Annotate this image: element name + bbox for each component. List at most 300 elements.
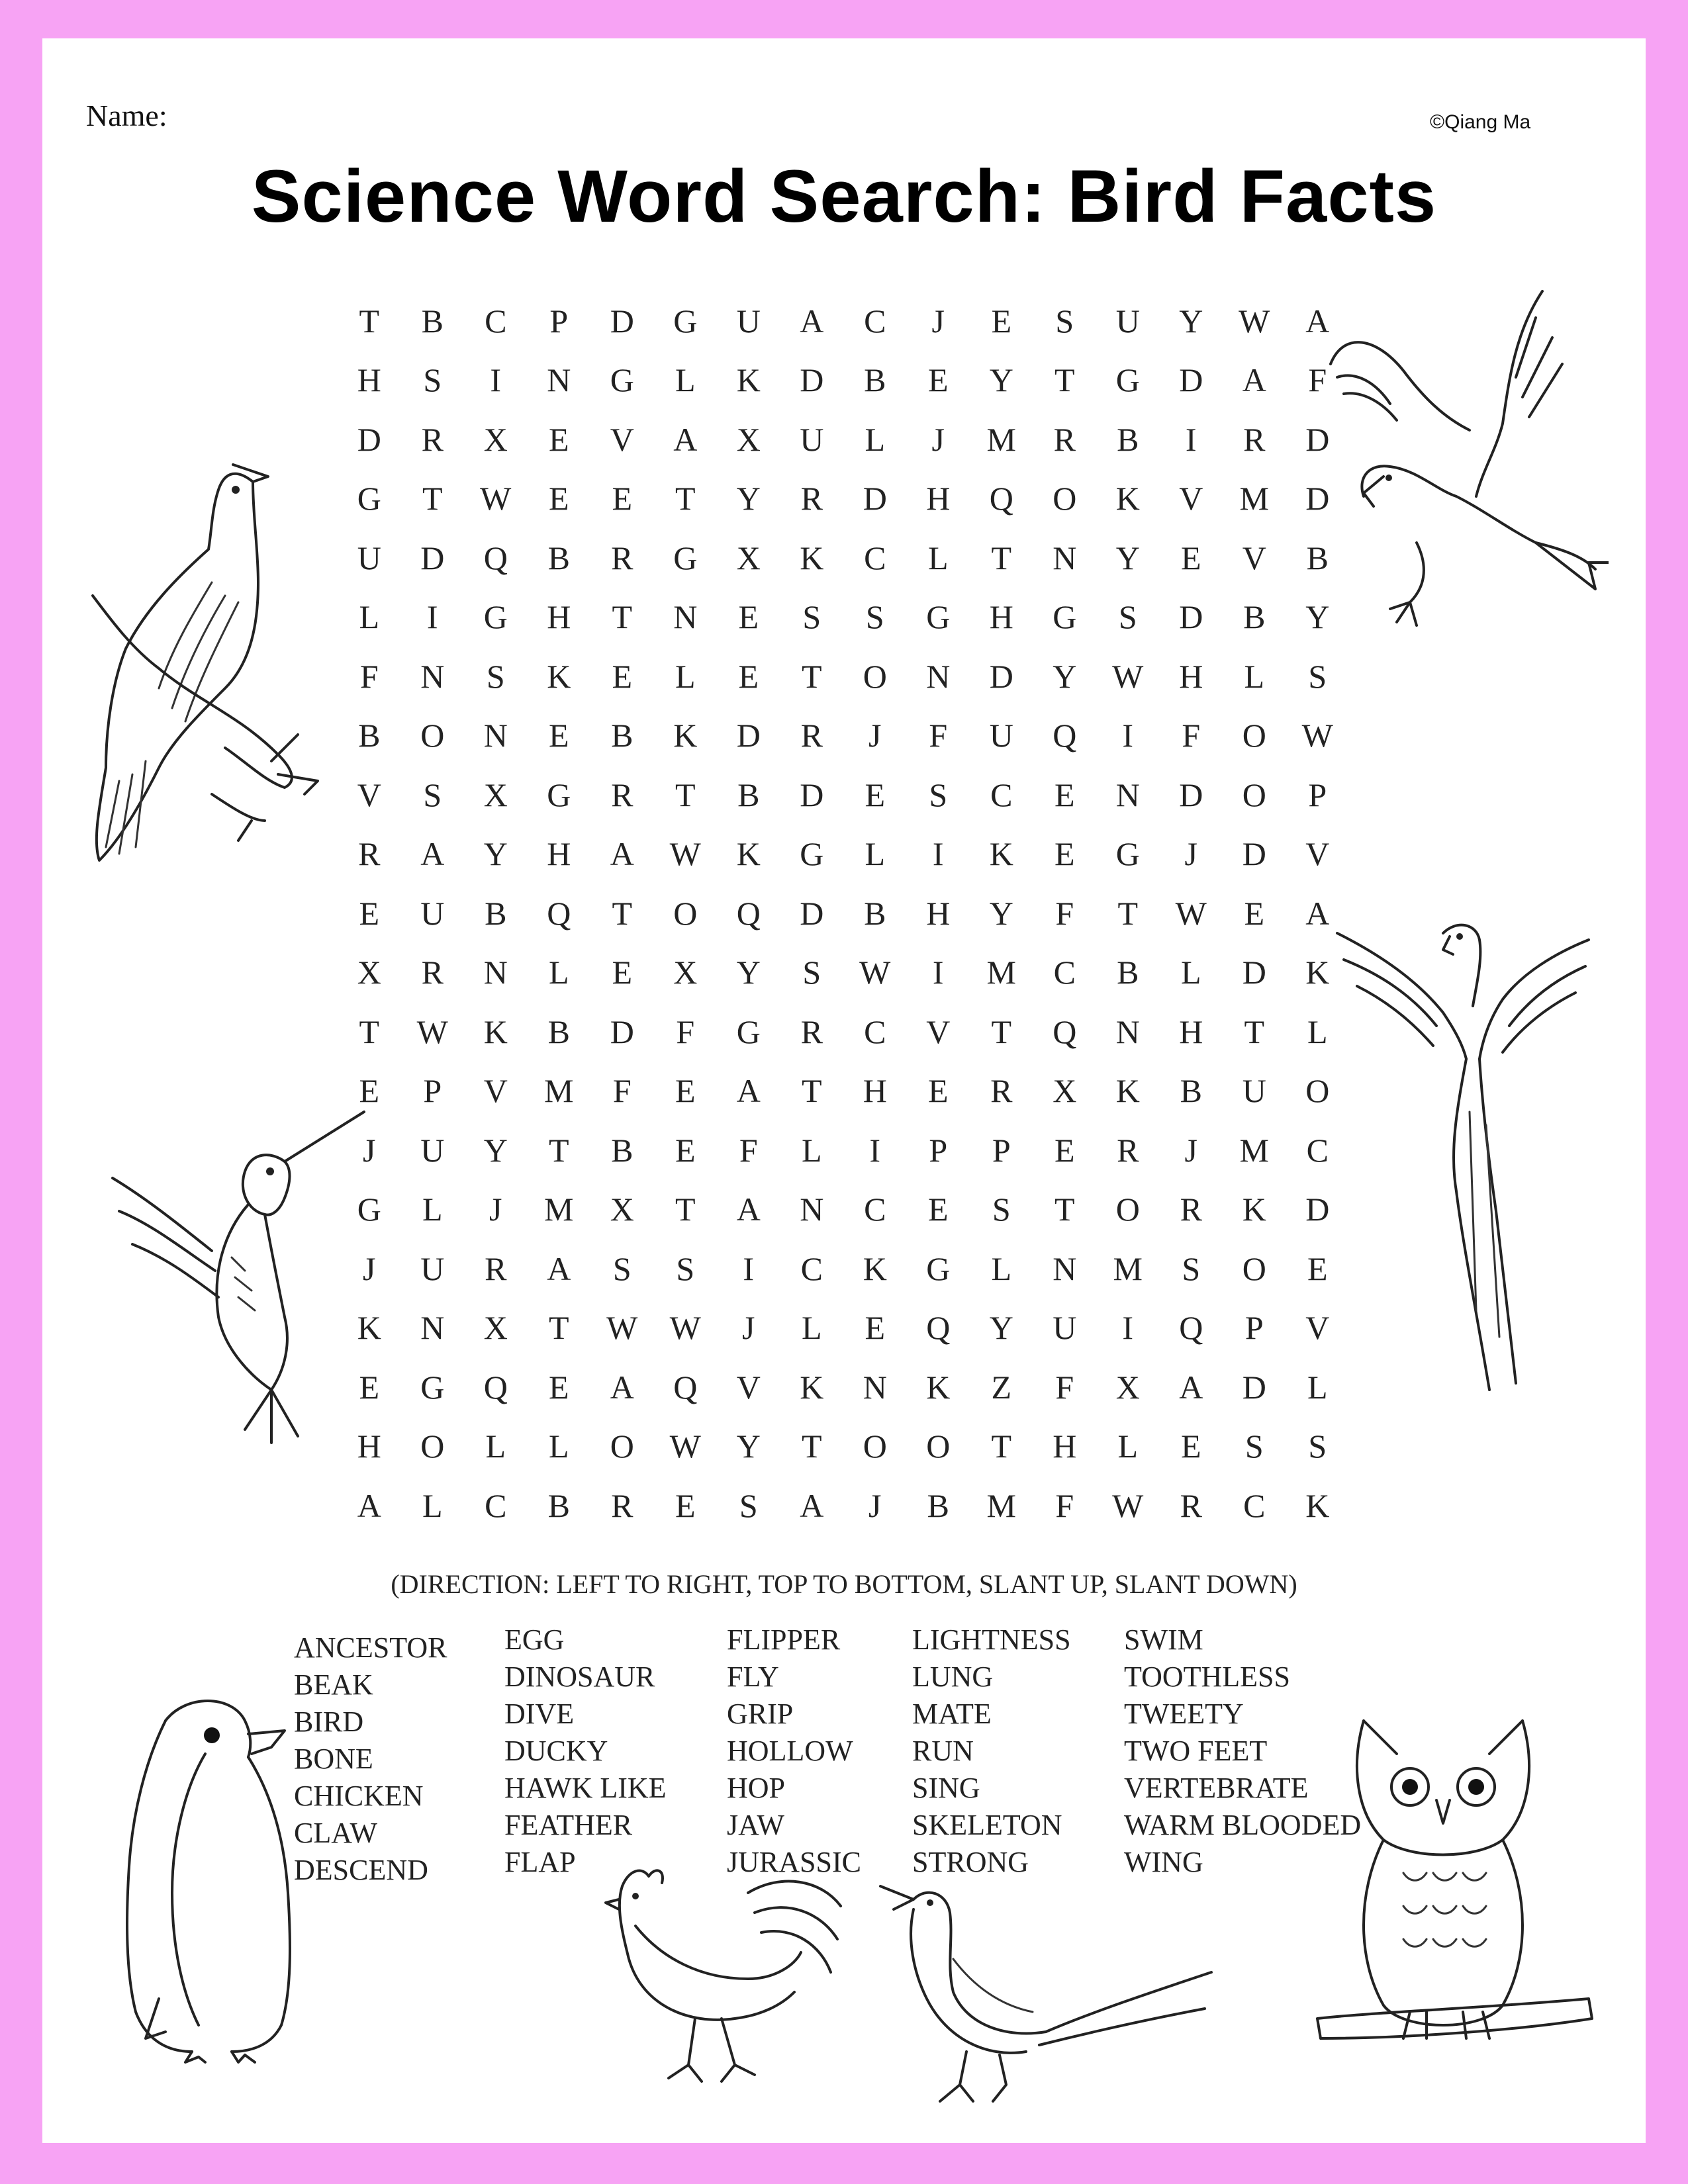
grid-letter[interactable]: X xyxy=(610,1191,634,1228)
grid-letter[interactable]: K xyxy=(989,835,1013,873)
grid-letter[interactable]: E xyxy=(548,717,569,754)
grid-letter[interactable]: S xyxy=(423,361,442,399)
grid-letter[interactable]: T xyxy=(1117,894,1139,932)
grid-letter[interactable]: R xyxy=(611,539,633,576)
grid-letter[interactable]: L xyxy=(1307,1368,1328,1406)
grid-letter[interactable]: H xyxy=(926,894,951,932)
grid-letter[interactable]: N xyxy=(1053,539,1077,576)
grid-letter[interactable]: Q xyxy=(1053,717,1077,754)
grid-letter[interactable]: E xyxy=(1244,894,1265,932)
grid-letter[interactable]: Y xyxy=(483,835,508,873)
grid-letter[interactable]: E xyxy=(1307,1250,1328,1287)
grid-letter[interactable]: A xyxy=(547,1250,571,1287)
grid-letter[interactable]: E xyxy=(612,657,633,695)
grid-letter[interactable]: Q xyxy=(1053,1013,1077,1050)
grid-letter[interactable]: R xyxy=(800,480,823,518)
grid-letter[interactable]: W xyxy=(859,954,891,991)
grid-letter[interactable]: M xyxy=(544,1072,574,1110)
grid-letter[interactable]: Q xyxy=(1179,1309,1203,1347)
grid-letter[interactable]: E xyxy=(738,657,759,695)
grid-letter[interactable]: D xyxy=(610,1013,634,1050)
grid-letter[interactable]: E xyxy=(927,361,949,399)
grid-letter[interactable]: T xyxy=(548,1309,569,1347)
grid-letter[interactable]: K xyxy=(800,539,824,576)
grid-letter[interactable]: N xyxy=(1115,776,1140,813)
grid-letter[interactable]: U xyxy=(989,717,1013,754)
grid-letter[interactable]: T xyxy=(359,302,380,340)
grid-letter[interactable]: B xyxy=(547,539,570,576)
grid-letter[interactable]: N xyxy=(420,1309,445,1347)
grid-letter[interactable]: L xyxy=(991,1250,1012,1287)
grid-letter[interactable]: S xyxy=(1244,1428,1264,1465)
grid-letter[interactable]: R xyxy=(1180,1191,1202,1228)
grid-letter[interactable]: G xyxy=(673,302,698,340)
grid-letter[interactable]: Q xyxy=(483,1368,508,1406)
grid-letter[interactable]: L xyxy=(675,657,696,695)
grid-letter[interactable]: O xyxy=(1242,776,1266,813)
grid-letter[interactable]: H xyxy=(1179,1013,1203,1050)
grid-letter[interactable]: T xyxy=(422,480,443,518)
grid-letter[interactable]: M xyxy=(986,954,1016,991)
grid-letter[interactable]: O xyxy=(420,1428,445,1465)
grid-letter[interactable]: G xyxy=(926,1250,951,1287)
grid-letter[interactable]: D xyxy=(1179,598,1203,636)
grid-letter[interactable]: S xyxy=(1308,657,1327,695)
grid-letter[interactable]: Y xyxy=(1179,302,1203,340)
grid-letter[interactable]: T xyxy=(612,598,633,636)
grid-letter[interactable]: H xyxy=(547,835,571,873)
grid-letter[interactable]: G xyxy=(800,835,824,873)
grid-letter[interactable]: C xyxy=(485,302,507,340)
grid-letter[interactable]: S xyxy=(676,1250,695,1287)
grid-letter[interactable]: L xyxy=(1117,1428,1139,1465)
grid-letter[interactable]: T xyxy=(801,1428,822,1465)
grid-letter[interactable]: V xyxy=(483,1072,508,1110)
grid-letter[interactable]: B xyxy=(547,1013,570,1050)
grid-letter[interactable]: D xyxy=(736,717,761,754)
grid-letter[interactable]: L xyxy=(422,1486,443,1524)
grid-letter[interactable]: D xyxy=(1242,1368,1266,1406)
grid-letter[interactable]: L xyxy=(548,954,569,991)
grid-letter[interactable]: L xyxy=(801,1131,822,1169)
grid-letter[interactable]: U xyxy=(1053,1309,1077,1347)
grid-letter[interactable]: I xyxy=(932,954,944,991)
grid-letter[interactable]: D xyxy=(800,894,824,932)
grid-letter[interactable]: W xyxy=(606,1309,638,1347)
grid-letter[interactable]: B xyxy=(611,717,633,754)
grid-letter[interactable]: D xyxy=(1305,480,1330,518)
grid-letter[interactable]: R xyxy=(1117,1131,1139,1169)
grid-letter[interactable]: A xyxy=(1179,1368,1203,1406)
grid-letter[interactable]: K xyxy=(483,1013,508,1050)
grid-letter[interactable]: U xyxy=(736,302,761,340)
grid-letter[interactable]: R xyxy=(421,954,444,991)
grid-letter[interactable]: G xyxy=(1115,835,1140,873)
grid-letter[interactable]: U xyxy=(420,1250,445,1287)
grid-letter[interactable]: C xyxy=(864,1191,886,1228)
grid-letter[interactable]: V xyxy=(1305,1309,1330,1347)
grid-letter[interactable]: J xyxy=(931,302,945,340)
grid-letter[interactable]: F xyxy=(1055,894,1074,932)
grid-letter[interactable]: Q xyxy=(926,1309,951,1347)
grid-letter[interactable]: L xyxy=(422,1191,443,1228)
grid-letter[interactable]: B xyxy=(485,894,507,932)
grid-letter[interactable]: W xyxy=(669,1309,701,1347)
grid-letter[interactable]: U xyxy=(1115,302,1140,340)
grid-letter[interactable]: Y xyxy=(989,894,1013,932)
grid-letter[interactable]: S xyxy=(929,776,948,813)
grid-letter[interactable]: K xyxy=(1115,1072,1140,1110)
grid-letter[interactable]: L xyxy=(485,1428,506,1465)
grid-letter[interactable]: A xyxy=(673,420,698,458)
grid-letter[interactable]: D xyxy=(1179,361,1203,399)
grid-letter[interactable]: L xyxy=(865,835,886,873)
grid-letter[interactable]: P xyxy=(423,1072,442,1110)
grid-letter[interactable]: A xyxy=(736,1191,761,1228)
grid-letter[interactable]: K xyxy=(673,717,698,754)
grid-letter[interactable]: D xyxy=(1179,776,1203,813)
grid-letter[interactable]: O xyxy=(610,1428,634,1465)
grid-letter[interactable]: C xyxy=(485,1486,507,1524)
grid-letter[interactable]: D xyxy=(357,420,381,458)
grid-letter[interactable]: D xyxy=(800,361,824,399)
grid-letter[interactable]: E xyxy=(1054,1131,1075,1169)
grid-letter[interactable]: O xyxy=(1242,1250,1266,1287)
grid-letter[interactable]: O xyxy=(863,657,887,695)
grid-letter[interactable]: S xyxy=(802,954,821,991)
grid-letter[interactable]: S xyxy=(612,1250,632,1287)
grid-letter[interactable]: O xyxy=(1305,1072,1330,1110)
grid-letter[interactable]: Y xyxy=(736,1428,761,1465)
grid-letter[interactable]: M xyxy=(544,1191,574,1228)
grid-letter[interactable]: O xyxy=(1115,1191,1140,1228)
grid-letter[interactable]: F xyxy=(359,657,379,695)
grid-letter[interactable]: B xyxy=(421,302,444,340)
grid-letter[interactable]: T xyxy=(675,776,696,813)
grid-letter[interactable]: M xyxy=(986,420,1016,458)
grid-letter[interactable]: L xyxy=(865,420,886,458)
grid-letter[interactable]: H xyxy=(926,480,951,518)
grid-letter[interactable]: H xyxy=(357,1428,381,1465)
grid-letter[interactable]: Y xyxy=(483,1131,508,1169)
grid-letter[interactable]: E xyxy=(675,1131,696,1169)
grid-letter[interactable]: A xyxy=(800,302,824,340)
grid-letter[interactable]: T xyxy=(548,1131,569,1169)
grid-letter[interactable]: W xyxy=(1239,302,1270,340)
grid-letter[interactable]: P xyxy=(549,302,569,340)
grid-letter[interactable]: B xyxy=(1243,598,1266,636)
grid-letter[interactable]: G xyxy=(483,598,508,636)
grid-letter[interactable]: A xyxy=(610,835,634,873)
grid-letter[interactable]: Y xyxy=(736,480,761,518)
grid-letter[interactable]: U xyxy=(420,894,445,932)
grid-letter[interactable]: S xyxy=(802,598,821,636)
grid-letter[interactable]: E xyxy=(548,1368,569,1406)
grid-letter[interactable]: X xyxy=(1115,1368,1140,1406)
grid-letter[interactable]: V xyxy=(926,1013,951,1050)
grid-letter[interactable]: Y xyxy=(989,1309,1013,1347)
grid-letter[interactable]: I xyxy=(743,1250,755,1287)
grid-letter[interactable]: X xyxy=(736,539,761,576)
grid-letter[interactable]: E xyxy=(359,894,380,932)
grid-letter[interactable]: T xyxy=(801,1072,822,1110)
grid-letter[interactable]: X xyxy=(673,954,698,991)
grid-letter[interactable]: L xyxy=(675,361,696,399)
grid-letter[interactable]: S xyxy=(1118,598,1137,636)
grid-letter[interactable]: S xyxy=(1182,1250,1201,1287)
grid-letter[interactable]: M xyxy=(986,1486,1016,1524)
grid-letter[interactable]: H xyxy=(1053,1428,1077,1465)
grid-letter[interactable]: E xyxy=(1054,835,1075,873)
grid-letter[interactable]: S xyxy=(1308,1428,1327,1465)
grid-letter[interactable]: P xyxy=(929,1131,948,1169)
grid-letter[interactable]: J xyxy=(1184,835,1197,873)
grid-letter[interactable]: B xyxy=(611,1131,633,1169)
grid-letter[interactable]: C xyxy=(800,1250,823,1287)
grid-letter[interactable]: R xyxy=(611,776,633,813)
grid-letter[interactable]: B xyxy=(927,1486,949,1524)
grid-letter[interactable]: R xyxy=(358,835,381,873)
grid-letter[interactable]: E xyxy=(865,1309,886,1347)
grid-letter[interactable]: R xyxy=(800,717,823,754)
grid-letter[interactable]: U xyxy=(1242,1072,1266,1110)
grid-letter[interactable]: J xyxy=(868,1486,882,1524)
grid-letter[interactable]: Y xyxy=(1053,657,1077,695)
grid-letter[interactable]: E xyxy=(1180,539,1201,576)
grid-letter[interactable]: J xyxy=(1184,1131,1197,1169)
grid-letter[interactable]: E xyxy=(927,1072,949,1110)
grid-letter[interactable]: D xyxy=(1242,954,1266,991)
grid-letter[interactable]: W xyxy=(669,835,701,873)
grid-letter[interactable]: N xyxy=(420,657,445,695)
grid-letter[interactable]: B xyxy=(737,776,760,813)
grid-letter[interactable]: X xyxy=(736,420,761,458)
grid-letter[interactable]: C xyxy=(990,776,1013,813)
grid-letter[interactable]: D xyxy=(863,480,887,518)
grid-letter[interactable]: C xyxy=(1306,1131,1329,1169)
grid-letter[interactable]: N xyxy=(547,361,571,399)
grid-letter[interactable]: K xyxy=(863,1250,887,1287)
grid-letter[interactable]: A xyxy=(420,835,445,873)
grid-letter[interactable]: O xyxy=(926,1428,951,1465)
grid-letter[interactable]: E xyxy=(612,954,633,991)
grid-letter[interactable]: N xyxy=(483,717,508,754)
grid-letter[interactable]: L xyxy=(1307,1013,1328,1050)
grid-letter[interactable]: O xyxy=(673,894,698,932)
grid-letter[interactable]: B xyxy=(1117,954,1139,991)
grid-letter[interactable]: A xyxy=(357,1486,381,1524)
grid-letter[interactable]: K xyxy=(736,361,761,399)
grid-letter[interactable]: Y xyxy=(736,954,761,991)
grid-letter[interactable]: I xyxy=(1185,420,1197,458)
grid-letter[interactable]: G xyxy=(610,361,634,399)
grid-letter[interactable]: A xyxy=(736,1072,761,1110)
grid-letter[interactable]: D xyxy=(420,539,445,576)
grid-letter[interactable]: E xyxy=(359,1072,380,1110)
grid-letter[interactable]: Q xyxy=(547,894,571,932)
grid-letter[interactable]: N xyxy=(926,657,951,695)
grid-letter[interactable]: K xyxy=(800,1368,824,1406)
grid-letter[interactable]: G xyxy=(357,1191,381,1228)
grid-letter[interactable]: K xyxy=(1115,480,1140,518)
grid-letter[interactable]: Q xyxy=(736,894,761,932)
grid-letter[interactable]: T xyxy=(991,539,1012,576)
grid-letter[interactable]: O xyxy=(1053,480,1077,518)
grid-letter[interactable]: T xyxy=(1054,361,1075,399)
grid-letter[interactable]: L xyxy=(927,539,949,576)
grid-letter[interactable]: R xyxy=(611,1486,633,1524)
grid-letter[interactable]: S xyxy=(865,598,884,636)
grid-letter[interactable]: V xyxy=(1179,480,1203,518)
grid-letter[interactable]: D xyxy=(610,302,634,340)
grid-letter[interactable]: D xyxy=(1305,420,1330,458)
grid-letter[interactable]: A xyxy=(800,1486,824,1524)
grid-letter[interactable]: L xyxy=(548,1428,569,1465)
grid-letter[interactable]: J xyxy=(868,717,882,754)
grid-letter[interactable]: C xyxy=(1053,954,1076,991)
grid-letter[interactable]: E xyxy=(548,420,569,458)
grid-letter[interactable]: C xyxy=(1243,1486,1266,1524)
grid-letter[interactable]: N xyxy=(1053,1250,1077,1287)
grid-letter[interactable]: A xyxy=(1242,361,1266,399)
grid-letter[interactable]: T xyxy=(1054,1191,1075,1228)
grid-letter[interactable]: Z xyxy=(991,1368,1012,1406)
grid-letter[interactable]: S xyxy=(1055,302,1074,340)
grid-letter[interactable]: R xyxy=(421,420,444,458)
grid-letter[interactable]: S xyxy=(992,1191,1011,1228)
grid-letter[interactable]: Q xyxy=(483,539,508,576)
grid-letter[interactable]: R xyxy=(1053,420,1076,458)
grid-letter[interactable]: J xyxy=(742,1309,755,1347)
grid-letter[interactable]: Y xyxy=(1305,598,1330,636)
grid-letter[interactable]: N xyxy=(1115,1013,1140,1050)
grid-letter[interactable]: F xyxy=(739,1131,758,1169)
grid-letter[interactable]: X xyxy=(357,954,381,991)
grid-letter[interactable]: E xyxy=(548,480,569,518)
grid-letter[interactable]: W xyxy=(1301,717,1333,754)
grid-letter[interactable]: G xyxy=(357,480,381,518)
grid-letter[interactable]: G xyxy=(1053,598,1077,636)
grid-letter[interactable]: S xyxy=(423,776,442,813)
grid-letter[interactable]: R xyxy=(990,1072,1013,1110)
grid-letter[interactable]: V xyxy=(1242,539,1266,576)
grid-letter[interactable]: Q xyxy=(989,480,1013,518)
grid-letter[interactable]: F xyxy=(1182,717,1201,754)
grid-letter[interactable]: K xyxy=(926,1368,951,1406)
grid-letter[interactable]: N xyxy=(483,954,508,991)
grid-letter[interactable]: R xyxy=(1180,1486,1202,1524)
grid-letter[interactable]: T xyxy=(991,1428,1012,1465)
grid-letter[interactable]: J xyxy=(363,1250,376,1287)
grid-letter[interactable]: F xyxy=(1055,1368,1074,1406)
grid-letter[interactable]: J xyxy=(489,1191,502,1228)
grid-letter[interactable]: Y xyxy=(1115,539,1140,576)
grid-letter[interactable]: P xyxy=(1244,1309,1264,1347)
grid-letter[interactable]: B xyxy=(864,894,886,932)
grid-letter[interactable]: S xyxy=(739,1486,758,1524)
grid-letter[interactable]: O xyxy=(863,1428,887,1465)
grid-letter[interactable]: E xyxy=(675,1072,696,1110)
grid-letter[interactable]: T xyxy=(675,1191,696,1228)
grid-letter[interactable]: N xyxy=(673,598,698,636)
grid-letter[interactable]: G xyxy=(673,539,698,576)
grid-letter[interactable]: W xyxy=(416,1013,448,1050)
grid-letter[interactable]: O xyxy=(1242,717,1266,754)
grid-letter[interactable]: P xyxy=(992,1131,1011,1169)
grid-letter[interactable]: T xyxy=(1244,1013,1265,1050)
grid-letter[interactable]: C xyxy=(864,1013,886,1050)
grid-letter[interactable]: E xyxy=(1180,1428,1201,1465)
grid-letter[interactable]: U xyxy=(800,420,824,458)
grid-letter[interactable]: T xyxy=(991,1013,1012,1050)
grid-letter[interactable]: M xyxy=(1239,480,1269,518)
grid-letter[interactable]: N xyxy=(863,1368,887,1406)
grid-letter[interactable]: F xyxy=(1308,361,1327,399)
grid-letter[interactable]: E xyxy=(991,302,1012,340)
grid-letter[interactable]: X xyxy=(1053,1072,1077,1110)
letter-grid[interactable] xyxy=(338,291,1349,1535)
grid-letter[interactable]: I xyxy=(869,1131,881,1169)
grid-letter[interactable]: N xyxy=(800,1191,824,1228)
grid-letter[interactable]: G xyxy=(420,1368,445,1406)
grid-letter[interactable]: C xyxy=(864,302,886,340)
grid-letter[interactable]: M xyxy=(1113,1250,1143,1287)
grid-letter[interactable]: B xyxy=(358,717,381,754)
grid-letter[interactable]: V xyxy=(357,776,381,813)
grid-letter[interactable]: A xyxy=(1305,302,1330,340)
grid-letter[interactable]: H xyxy=(863,1072,887,1110)
grid-letter[interactable]: B xyxy=(1117,420,1139,458)
grid-letter[interactable]: J xyxy=(931,420,945,458)
grid-letter[interactable]: B xyxy=(864,361,886,399)
grid-letter[interactable]: L xyxy=(1244,657,1265,695)
grid-letter[interactable]: R xyxy=(1243,420,1266,458)
grid-letter[interactable]: R xyxy=(485,1250,507,1287)
grid-letter[interactable]: H xyxy=(1179,657,1203,695)
grid-letter[interactable]: G xyxy=(1115,361,1140,399)
grid-letter[interactable]: V xyxy=(1305,835,1330,873)
grid-letter[interactable]: B xyxy=(1180,1072,1202,1110)
grid-letter[interactable]: I xyxy=(1122,717,1134,754)
grid-letter[interactable]: L xyxy=(359,598,380,636)
grid-letter[interactable]: W xyxy=(669,1428,701,1465)
grid-letter[interactable]: V xyxy=(736,1368,761,1406)
grid-letter[interactable]: X xyxy=(483,1309,508,1347)
grid-letter[interactable]: F xyxy=(676,1013,695,1050)
grid-letter[interactable]: B xyxy=(547,1486,570,1524)
grid-letter[interactable]: Q xyxy=(673,1368,698,1406)
grid-letter[interactable]: K xyxy=(1242,1191,1266,1228)
grid-letter[interactable]: E xyxy=(675,1486,696,1524)
grid-letter[interactable]: B xyxy=(1306,539,1329,576)
grid-letter[interactable]: I xyxy=(1122,1309,1134,1347)
grid-letter[interactable]: X xyxy=(483,776,508,813)
grid-letter[interactable]: J xyxy=(363,1131,376,1169)
grid-letter[interactable]: W xyxy=(1112,657,1144,695)
grid-letter[interactable]: S xyxy=(486,657,505,695)
grid-letter[interactable]: H xyxy=(357,361,381,399)
grid-letter[interactable]: E xyxy=(927,1191,949,1228)
grid-letter[interactable]: L xyxy=(801,1309,822,1347)
grid-letter[interactable]: U xyxy=(420,1131,445,1169)
grid-letter[interactable]: D xyxy=(1305,1191,1330,1228)
grid-letter[interactable]: A xyxy=(1305,894,1330,932)
grid-letter[interactable]: K xyxy=(736,835,761,873)
grid-letter[interactable]: K xyxy=(1305,1486,1330,1524)
grid-letter[interactable]: M xyxy=(1239,1131,1269,1169)
grid-letter[interactable]: F xyxy=(929,717,948,754)
grid-letter[interactable]: H xyxy=(547,598,571,636)
